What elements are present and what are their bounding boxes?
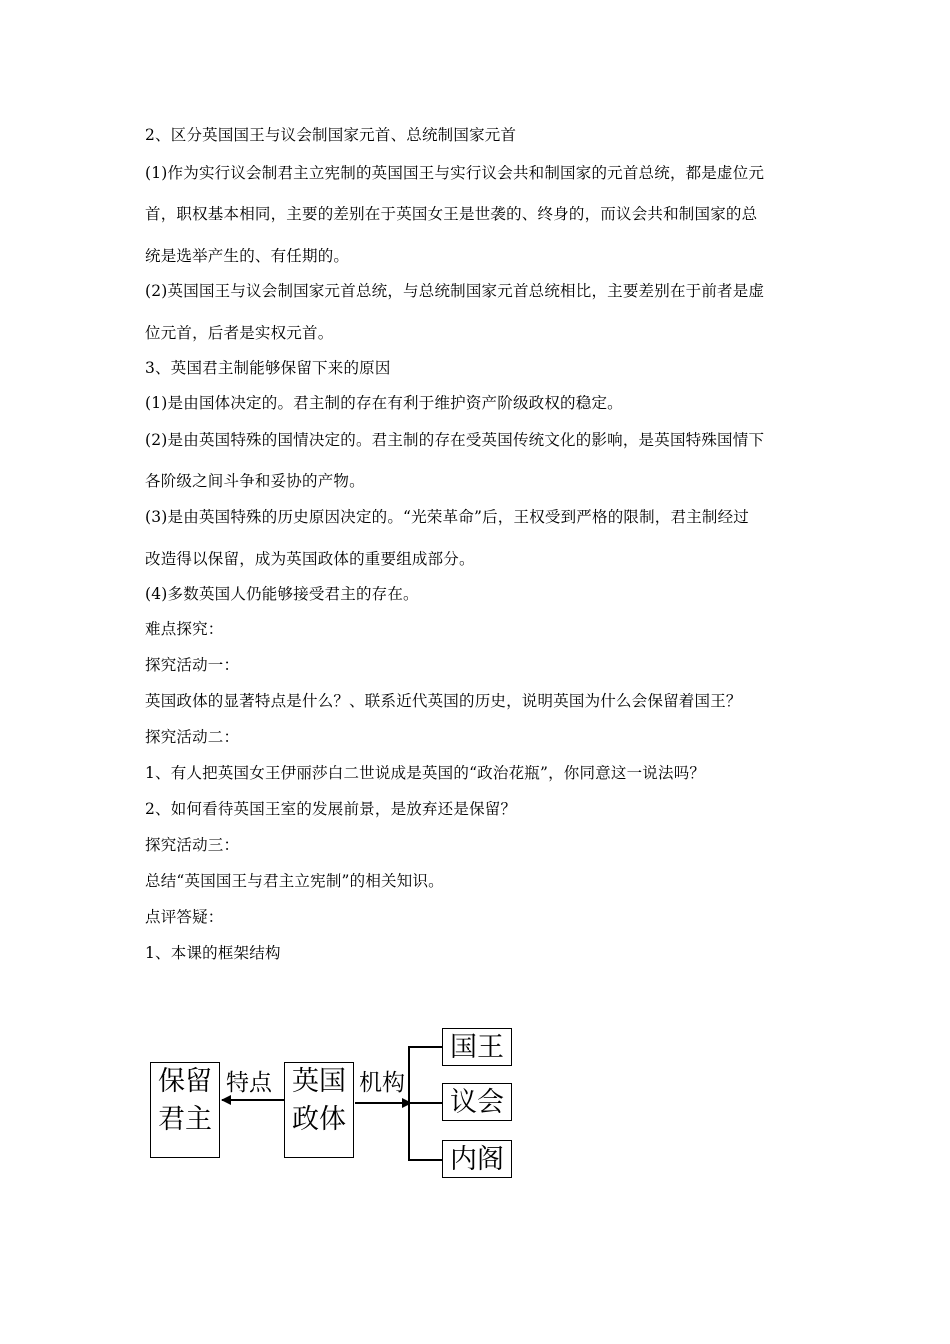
text-line: 3、英国君主制能够保留下来的原因 (145, 359, 391, 377)
text-line: (2)英国国王与议会制国家元首总统，与总统制国家元首总统相比，主要差别在于前者是虚 (145, 282, 765, 300)
text-line: 1、本课的框架结构 (145, 944, 281, 962)
framework-diagram (140, 1020, 540, 1210)
text-line: (1)是由国体决定的。君主制的存在有利于维护资产阶级政权的稳定。 (145, 394, 623, 412)
text-line: 2、区分英国国王与议会制国家元首、总统制国家元首 (145, 126, 517, 144)
text-line: 英国政体的显著特点是什么？、联系近代英国的历史，说明英国为什么会保留着国王？ (145, 692, 742, 710)
text-line: 1、有人把英国女王伊丽莎白二世说成是英国的“政治花瓶”，你同意这一说法吗？ (145, 764, 706, 782)
diagram-box-king: 国王 (442, 1028, 512, 1066)
text-line: 探究活动一： (145, 656, 240, 674)
label-organs: 机构 (359, 1070, 405, 1096)
text-line: (4)多数英国人仍能够接受君主的存在。 (145, 585, 419, 603)
text-line: 探究活动二： (145, 728, 240, 746)
text-line: 点评答疑： (145, 908, 224, 926)
text-line: (1)作为实行议会制君主立宪制的英国国王与实行议会共和制国家的元首总统，都是虚位元 (145, 164, 765, 182)
text-line: 位元首，后者是实权元首。 (145, 324, 334, 342)
label-features: 特点 (226, 1070, 272, 1096)
text-line: 2、如何看待英国王室的发展前景，是放弃还是保留？ (145, 800, 517, 818)
box-text: 保留 (158, 1066, 212, 1097)
diagram-box-british-polity (284, 1062, 354, 1158)
diagram-box-retain-monarch (150, 1062, 220, 1158)
box-text: 英国 (292, 1066, 346, 1097)
text-line: 首，职权基本相同，主要的差别在于英国女王是世袭的、终身的，而议会共和制国家的总 (145, 205, 758, 223)
text-line: 改造得以保留，成为英国政体的重要组成部分。 (145, 550, 475, 568)
text-line: (3)是由英国特殊的历史原因决定的。“光荣革命”后，王权受到严格的限制，君主制经过 (145, 508, 750, 526)
text-line: 各阶级之间斗争和妥协的产物。 (145, 472, 365, 490)
bracket-branch-bottom (408, 1159, 442, 1161)
text-line: 难点探究： (145, 620, 224, 638)
diagram-box-cabinet: 内阁 (442, 1140, 512, 1178)
box-text: 政体 (292, 1104, 346, 1135)
text-line: (2)是由英国特殊的国情决定的。君主制的存在受英国传统文化的影响，是英国特殊国情下 (145, 431, 765, 449)
text-line: 总结“英国国王与君主立宪制”的相关知识。 (145, 872, 444, 890)
arrow-line (222, 1099, 284, 1101)
diagram-box-parliament: 议会 (442, 1083, 512, 1121)
text-line: 探究活动三： (145, 836, 240, 854)
text-line: 统是选举产生的、有任期的。 (145, 247, 350, 265)
bracket-branch-top (408, 1046, 442, 1048)
box-text: 君主 (158, 1104, 212, 1135)
arrow-line (355, 1102, 407, 1104)
bracket-branch-middle (408, 1102, 442, 1104)
